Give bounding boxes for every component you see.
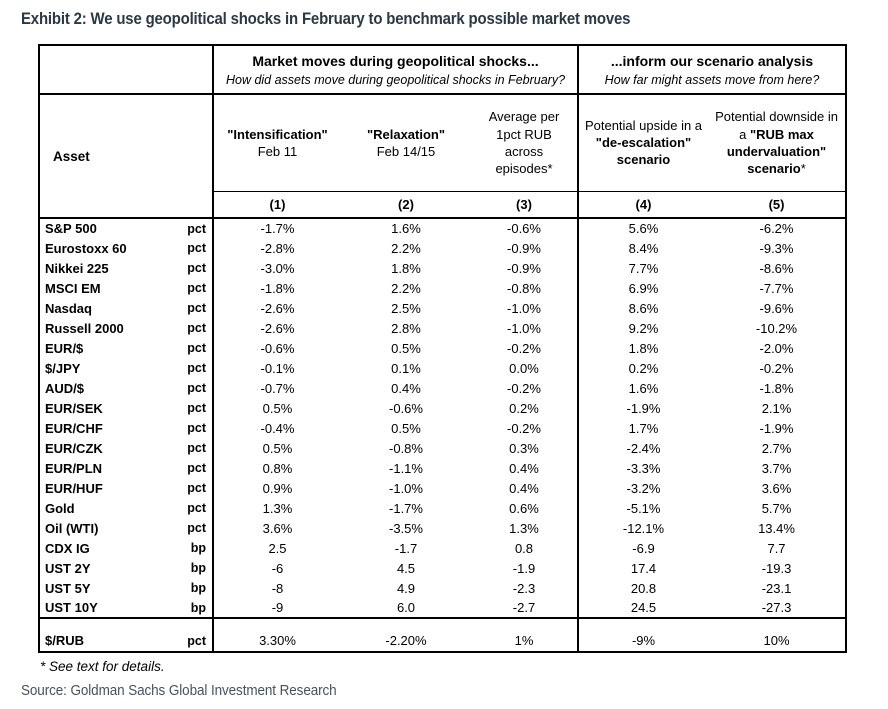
asset-cell: S&P 500 xyxy=(39,218,169,238)
unit-cell: pct xyxy=(169,338,213,358)
exhibit-table xyxy=(38,44,847,653)
value-cell: -0.8% xyxy=(471,278,578,298)
value-cell: -9 xyxy=(271,600,284,615)
header-asterisk: * xyxy=(800,160,806,176)
value-cell: -0.9% xyxy=(471,258,578,278)
value-cell: 0.2% xyxy=(471,398,578,418)
column-header-downside xyxy=(708,94,846,191)
column-header-intensification xyxy=(213,94,341,191)
value-cell: 0.1% xyxy=(391,360,421,376)
unit-cell: pct xyxy=(169,238,213,258)
asset-cell: CDX IG xyxy=(39,538,169,558)
value-cell: -1.1% xyxy=(389,460,423,476)
value-cell: 0.4% xyxy=(471,458,578,478)
value-cell: -0.2% xyxy=(708,358,846,378)
group-subtitle: How did assets move during geopolitical shocks in February? xyxy=(225,73,566,88)
asset-cell: EUR/HUF xyxy=(39,478,169,498)
value-cell: 24.5 xyxy=(630,600,657,615)
unit-cell: pct xyxy=(169,518,213,538)
header-label: Potential upside in a xyxy=(584,118,703,134)
value-cell: -1.7% xyxy=(389,500,423,516)
group-title: ...inform our scenario analysis xyxy=(610,52,814,69)
asset-cell: EUR/SEK xyxy=(39,398,169,418)
empty-cell xyxy=(39,618,169,630)
value-cell: 0.4% xyxy=(391,380,421,396)
value-cell: -3.5% xyxy=(389,520,423,536)
unit-cell: pct xyxy=(169,258,213,278)
value-cell: -19.3 xyxy=(708,558,846,578)
value-cell: -6 xyxy=(271,560,284,576)
value-cell: 3.6% xyxy=(708,478,846,498)
table-row xyxy=(39,498,846,518)
value-cell: -0.9% xyxy=(471,238,578,258)
value-cell: 7.7 xyxy=(708,538,846,558)
value-cell: 6.0 xyxy=(396,600,416,615)
header-bold-label: "de-escalation" scenario xyxy=(595,135,692,168)
value-cell: -0.6% xyxy=(389,400,423,416)
value-cell: -1.8% xyxy=(708,378,846,398)
value-cell: 4.5 xyxy=(396,560,416,576)
value-cell: 2.2% xyxy=(391,280,421,296)
value-cell: -9.3% xyxy=(708,238,846,258)
header-bold-label: "Relaxation" xyxy=(366,126,446,142)
asset-cell: Eurostoxx 60 xyxy=(39,238,169,258)
value-cell: 0.5% xyxy=(391,340,421,356)
value-cell: -1.9% xyxy=(708,418,846,438)
asset-cell: UST 10Y xyxy=(39,598,169,618)
unit-cell: pct xyxy=(169,278,213,298)
asset-cell: Gold xyxy=(39,498,169,518)
value-cell: -0.2% xyxy=(471,418,578,438)
unit-cell: pct xyxy=(169,318,213,338)
value-cell: -2.3 xyxy=(471,578,578,598)
value-cell: 2.7% xyxy=(708,438,846,458)
table-row xyxy=(39,278,846,298)
value-cell: -0.1% xyxy=(260,360,295,376)
value-cell: -1.9% xyxy=(626,400,661,416)
table-row xyxy=(39,518,846,538)
value-cell: 1% xyxy=(471,630,578,652)
table-row xyxy=(39,218,846,238)
value-cell: -0.6% xyxy=(471,218,578,238)
value-cell: 1.7% xyxy=(628,420,659,436)
column-header-average-rub xyxy=(471,94,578,191)
column-number: (2) xyxy=(341,191,471,218)
value-cell: -3.0% xyxy=(260,260,295,276)
value-cell: 0.3% xyxy=(471,438,578,458)
unit-cell: pct xyxy=(169,458,213,478)
value-cell: 17.4 xyxy=(630,560,657,576)
value-cell: -3.2% xyxy=(626,480,661,496)
asset-cell: EUR/CZK xyxy=(39,438,169,458)
value-cell: -0.8% xyxy=(389,440,423,456)
value-cell: -0.4% xyxy=(260,420,295,436)
header-bold-label: "Intensification" xyxy=(227,126,328,142)
value-cell: 13.4% xyxy=(708,518,846,538)
table-body xyxy=(39,218,846,618)
value-cell: 1.3% xyxy=(471,518,578,538)
value-cell: 1.8% xyxy=(391,260,421,276)
column-number: (4) xyxy=(578,191,708,218)
value-cell: 1.6% xyxy=(628,380,659,396)
value-cell: -3.3% xyxy=(626,460,661,476)
value-cell: -23.1 xyxy=(708,578,846,598)
table-row xyxy=(39,458,846,478)
value-cell: -10.2% xyxy=(708,318,846,338)
footer-section xyxy=(39,618,846,652)
value-cell: 6.9% xyxy=(628,280,659,296)
value-cell: 7.7% xyxy=(628,260,659,276)
unit-cell: pct xyxy=(169,478,213,498)
header-section xyxy=(39,45,846,218)
column-header-relaxation xyxy=(341,94,471,191)
table-row xyxy=(39,398,846,418)
value-cell: 0.8 xyxy=(471,538,578,558)
empty-cell xyxy=(708,618,846,630)
value-cell: 2.1% xyxy=(708,398,846,418)
column-header-row xyxy=(39,94,846,191)
value-cell: -2.6% xyxy=(260,300,295,316)
value-cell: 2.2% xyxy=(391,240,421,256)
unit-cell: bp xyxy=(169,558,213,578)
asset-cell: MSCI EM xyxy=(39,278,169,298)
value-cell: -1.8% xyxy=(260,280,295,296)
table-row xyxy=(39,298,846,318)
unit-cell: pct xyxy=(169,218,213,238)
value-cell: -12.1% xyxy=(622,520,665,536)
table-row xyxy=(39,578,846,598)
value-cell: -2.6% xyxy=(260,320,295,336)
table-row xyxy=(39,338,846,358)
source-line: Source: Goldman Sachs Global Investment Research xyxy=(21,683,337,699)
value-cell: -2.20% xyxy=(341,630,471,652)
group-header-scenario-analysis xyxy=(578,45,846,94)
value-cell: -1.7 xyxy=(394,540,418,556)
value-cell: -6.2% xyxy=(708,218,846,238)
empty-cell xyxy=(213,618,341,630)
unit-cell: pct xyxy=(169,498,213,518)
table-row xyxy=(39,558,846,578)
asset-cell: EUR/PLN xyxy=(39,458,169,478)
header-sub-label: Feb 11 xyxy=(257,143,298,159)
unit-cell: pct xyxy=(169,418,213,438)
footnote: * See text for details. xyxy=(40,659,165,674)
group-header-market-moves xyxy=(213,45,578,94)
value-cell: 5.6% xyxy=(628,221,659,236)
table-row xyxy=(39,538,846,558)
value-cell: -0.6% xyxy=(260,340,295,356)
value-cell: 8.4% xyxy=(628,240,659,256)
column-header-upside xyxy=(578,94,708,191)
value-cell: 2.8% xyxy=(391,320,421,336)
value-cell: -1.9 xyxy=(471,558,578,578)
unit-cell: pct xyxy=(169,298,213,318)
asset-cell: Russell 2000 xyxy=(39,318,169,338)
value-cell: 3.30% xyxy=(213,630,341,652)
unit-cell: pct xyxy=(169,378,213,398)
value-cell: -2.0% xyxy=(708,338,846,358)
column-number: (5) xyxy=(708,191,846,218)
value-cell: 0.9% xyxy=(262,480,293,496)
value-cell: -0.2% xyxy=(471,338,578,358)
unit-cell: bp xyxy=(169,538,213,558)
unit-cell: pct xyxy=(169,398,213,418)
unit-cell: bp xyxy=(169,578,213,598)
value-cell: -1.7% xyxy=(260,221,295,236)
value-cell: 0.4% xyxy=(471,478,578,498)
value-cell: 20.8 xyxy=(630,580,657,596)
table-row xyxy=(39,478,846,498)
value-cell: -0.7% xyxy=(260,380,295,396)
empty-cell xyxy=(169,618,213,630)
group-subtitle: How far might assets move from here? xyxy=(604,73,820,88)
value-cell: 5.7% xyxy=(708,498,846,518)
empty-cell xyxy=(578,618,708,630)
table-row xyxy=(39,358,846,378)
asset-cell: AUD/$ xyxy=(39,378,169,398)
value-cell: 1.6% xyxy=(391,221,421,236)
empty-cell xyxy=(341,618,471,630)
value-cell: -1.0% xyxy=(471,298,578,318)
asset-cell: Nikkei 225 xyxy=(39,258,169,278)
table-row-rub xyxy=(39,630,846,652)
group-header-row xyxy=(39,45,846,94)
value-cell: 2.5% xyxy=(391,300,421,316)
value-cell: -8 xyxy=(271,580,284,596)
value-cell: 3.7% xyxy=(708,458,846,478)
column-number: (1) xyxy=(213,191,341,218)
table-row xyxy=(39,238,846,258)
value-cell: -6.9 xyxy=(632,540,655,556)
value-cell: -8.6% xyxy=(708,258,846,278)
value-cell: 1.8% xyxy=(628,340,659,356)
corner-cell xyxy=(39,45,213,94)
asset-cell: $/RUB xyxy=(39,630,169,652)
value-cell: 0.8% xyxy=(262,460,293,476)
table-row xyxy=(39,438,846,458)
value-cell: -5.1% xyxy=(626,500,661,516)
value-cell: -27.3 xyxy=(708,598,846,618)
value-cell: -9% xyxy=(578,630,708,652)
value-cell: 3.6% xyxy=(262,520,293,536)
asset-cell: Nasdaq xyxy=(39,298,169,318)
value-cell: 8.6% xyxy=(628,300,659,316)
asset-cell: UST 5Y xyxy=(39,578,169,598)
asset-cell: EUR/$ xyxy=(39,338,169,358)
asset-cell: $/JPY xyxy=(39,358,169,378)
value-cell: 0.6% xyxy=(471,498,578,518)
asset-cell: EUR/CHF xyxy=(39,418,169,438)
value-cell: 2.5 xyxy=(268,540,287,556)
unit-cell: pct xyxy=(169,630,213,652)
header-bold-label: "RUB max undervaluation" scenario xyxy=(726,126,827,176)
table-row xyxy=(39,598,846,618)
value-cell: -2.7 xyxy=(471,598,578,618)
group-title: Market moves during geopolitical shocks... xyxy=(252,52,539,69)
value-cell: -1.0% xyxy=(389,480,423,496)
table-row xyxy=(39,258,846,278)
value-cell: -9.6% xyxy=(708,298,846,318)
unit-cell: bp xyxy=(169,598,213,618)
table-row xyxy=(39,378,846,398)
table-row xyxy=(39,318,846,338)
asset-cell: UST 2Y xyxy=(39,558,169,578)
value-cell: 4.9 xyxy=(396,580,416,596)
exhibit-title: Exhibit 2: We use geopolitical shocks in February to benchmark possible market moves xyxy=(21,9,631,28)
header-label: Potential downside in a xyxy=(715,109,838,142)
table-row xyxy=(39,418,846,438)
value-cell: -0.2% xyxy=(471,378,578,398)
unit-cell: pct xyxy=(169,438,213,458)
value-cell: 1.3% xyxy=(262,500,293,516)
empty-cell xyxy=(471,618,578,630)
value-cell: -2.8% xyxy=(260,240,295,256)
value-cell: 0.5% xyxy=(262,440,293,456)
header-label: Average per 1pct RUB across episodes* xyxy=(488,109,560,176)
unit-cell: pct xyxy=(169,358,213,378)
value-cell: 10% xyxy=(708,630,846,652)
value-cell: 0.2% xyxy=(628,360,659,376)
asset-cell: Oil (WTI) xyxy=(39,518,169,538)
value-cell: -2.4% xyxy=(626,440,661,456)
value-cell: 0.5% xyxy=(262,400,293,416)
value-cell: 0.5% xyxy=(391,420,421,436)
header-sub-label: Feb 14/15 xyxy=(376,143,436,159)
separator-row xyxy=(39,618,846,630)
value-cell: -7.7% xyxy=(708,278,846,298)
value-cell: 9.2% xyxy=(628,320,659,336)
column-number: (3) xyxy=(471,191,578,218)
value-cell: -1.0% xyxy=(471,318,578,338)
value-cell: 0.0% xyxy=(471,358,578,378)
asset-column-header: Asset xyxy=(39,94,213,218)
